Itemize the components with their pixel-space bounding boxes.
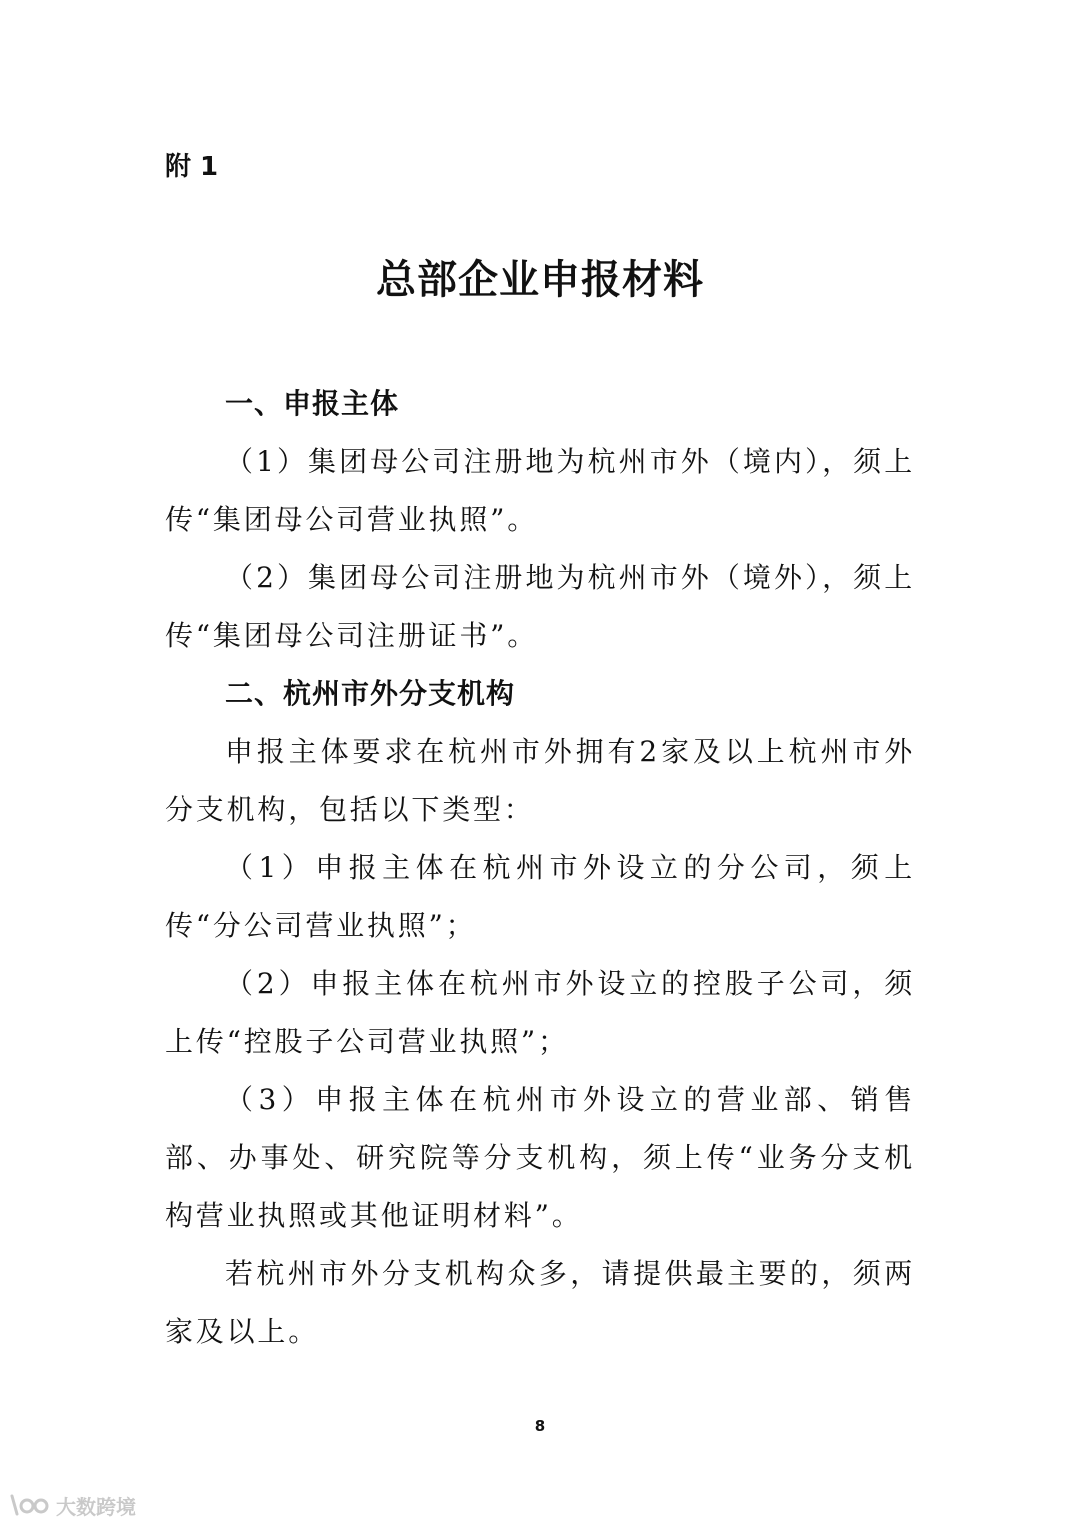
paragraph: （3）申报主体在杭州市外设立的营业部、销售部、办事处、研究院等分支机构，须上传“业务分支机构营业执照或其他证明材料”。: [165, 1083, 915, 1232]
section-heading: 一、申报主体: [225, 387, 400, 420]
paragraph: 申报主体要求在杭州市外拥有2家及以上杭州市外分支机构，包括以下类型：: [165, 735, 915, 826]
section-heading: 二、杭州市外分支机构: [225, 677, 516, 710]
document-title: 总部企业申报材料: [376, 257, 704, 303]
watermark-text: 大数跨境: [56, 1494, 136, 1519]
page-number: 8: [534, 1417, 546, 1435]
paragraph: （2）集团母公司注册地为杭州市外（境外），须上传“集团母公司注册证书”。: [165, 561, 915, 652]
paragraph: （1）集团母公司注册地为杭州市外（境内），须上传“集团母公司营业执照”。: [165, 445, 915, 536]
paragraph: （1）申报主体在杭州市外设立的分公司，须上传“分公司营业执照”；: [165, 851, 915, 942]
paragraph: （2）申报主体在杭州市外设立的控股子公司，须上传“控股子公司营业执照”；: [165, 967, 915, 1058]
document-body: [165, 375, 915, 1361]
watermark: [8, 1490, 136, 1520]
brand-logo-icon: [8, 1492, 52, 1518]
paragraph: 若杭州市外分支机构众多，请提供最主要的，须两家及以上。: [165, 1257, 915, 1348]
annex-label: 附 1: [165, 152, 219, 182]
